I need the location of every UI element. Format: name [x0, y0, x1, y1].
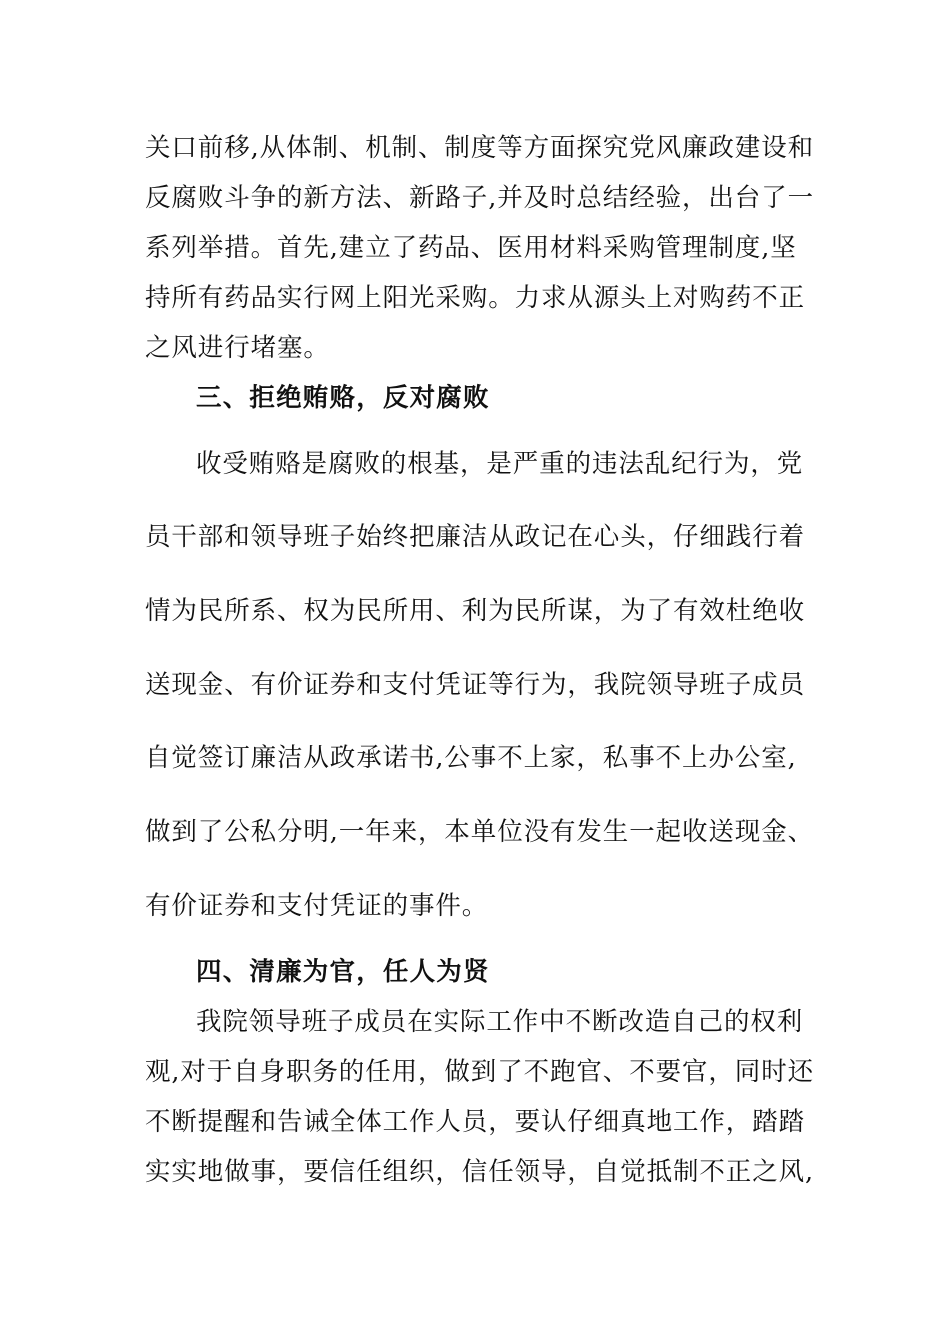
paragraph-line: 送现金、有价证券和支付凭证等行为，我院领导班子成员 [145, 670, 806, 700]
paragraph-line: 自觉签订廉洁从政承诺书,公事不上家，私事不上办公室, [145, 743, 797, 773]
section-heading-3: 三、拒绝贿赂，反对腐败 [196, 383, 490, 413]
section-heading-4: 四、清廉为官，任人为贤 [196, 957, 490, 987]
paragraph-line: 实实地做事，要信任组织，信任领导，自觉抵制不正之风, [145, 1157, 815, 1187]
paragraph-line: 持所有药品实行网上阳光采购。力求从源头上对购药不正 [145, 283, 806, 313]
paragraph-line: 不断提醒和告诫全体工作人员，要认仔细真地工作，踏踏 [145, 1107, 806, 1137]
paragraph-line: 我院领导班子成员在实际工作中不断改造自己的权利 [196, 1007, 804, 1037]
paragraph-line: 反腐败斗争的新方法、新路子,并及时总结经验，出台了一 [145, 183, 815, 213]
paragraph-line: 情为民所系、权为民所用、利为民所谋，为了有效杜绝收 [145, 596, 806, 626]
paragraph-line: 观,对于自身职务的任用，做到了不跑官、不要官，同时还 [145, 1057, 815, 1087]
paragraph-line: 系列举措。首先,建立了药品、医用材料采购管理制度,坚 [145, 233, 797, 263]
paragraph-line: 之风进行堵塞。 [145, 333, 330, 363]
paragraph-line: 员干部和领导班子始终把廉洁从政记在心头，仔细践行着 [145, 522, 806, 552]
paragraph-line: 有价证券和支付凭证的事件。 [145, 891, 489, 921]
paragraph-line: 做到了公私分明,一年来，本单位没有发生一起收送现金、 [145, 817, 815, 847]
paragraph-line: 收受贿赂是腐败的根基，是严重的违法乱纪行为，党 [196, 449, 804, 479]
paragraph-line: 关口前移,从体制、机制、制度等方面探究党风廉政建设和 [145, 133, 815, 163]
